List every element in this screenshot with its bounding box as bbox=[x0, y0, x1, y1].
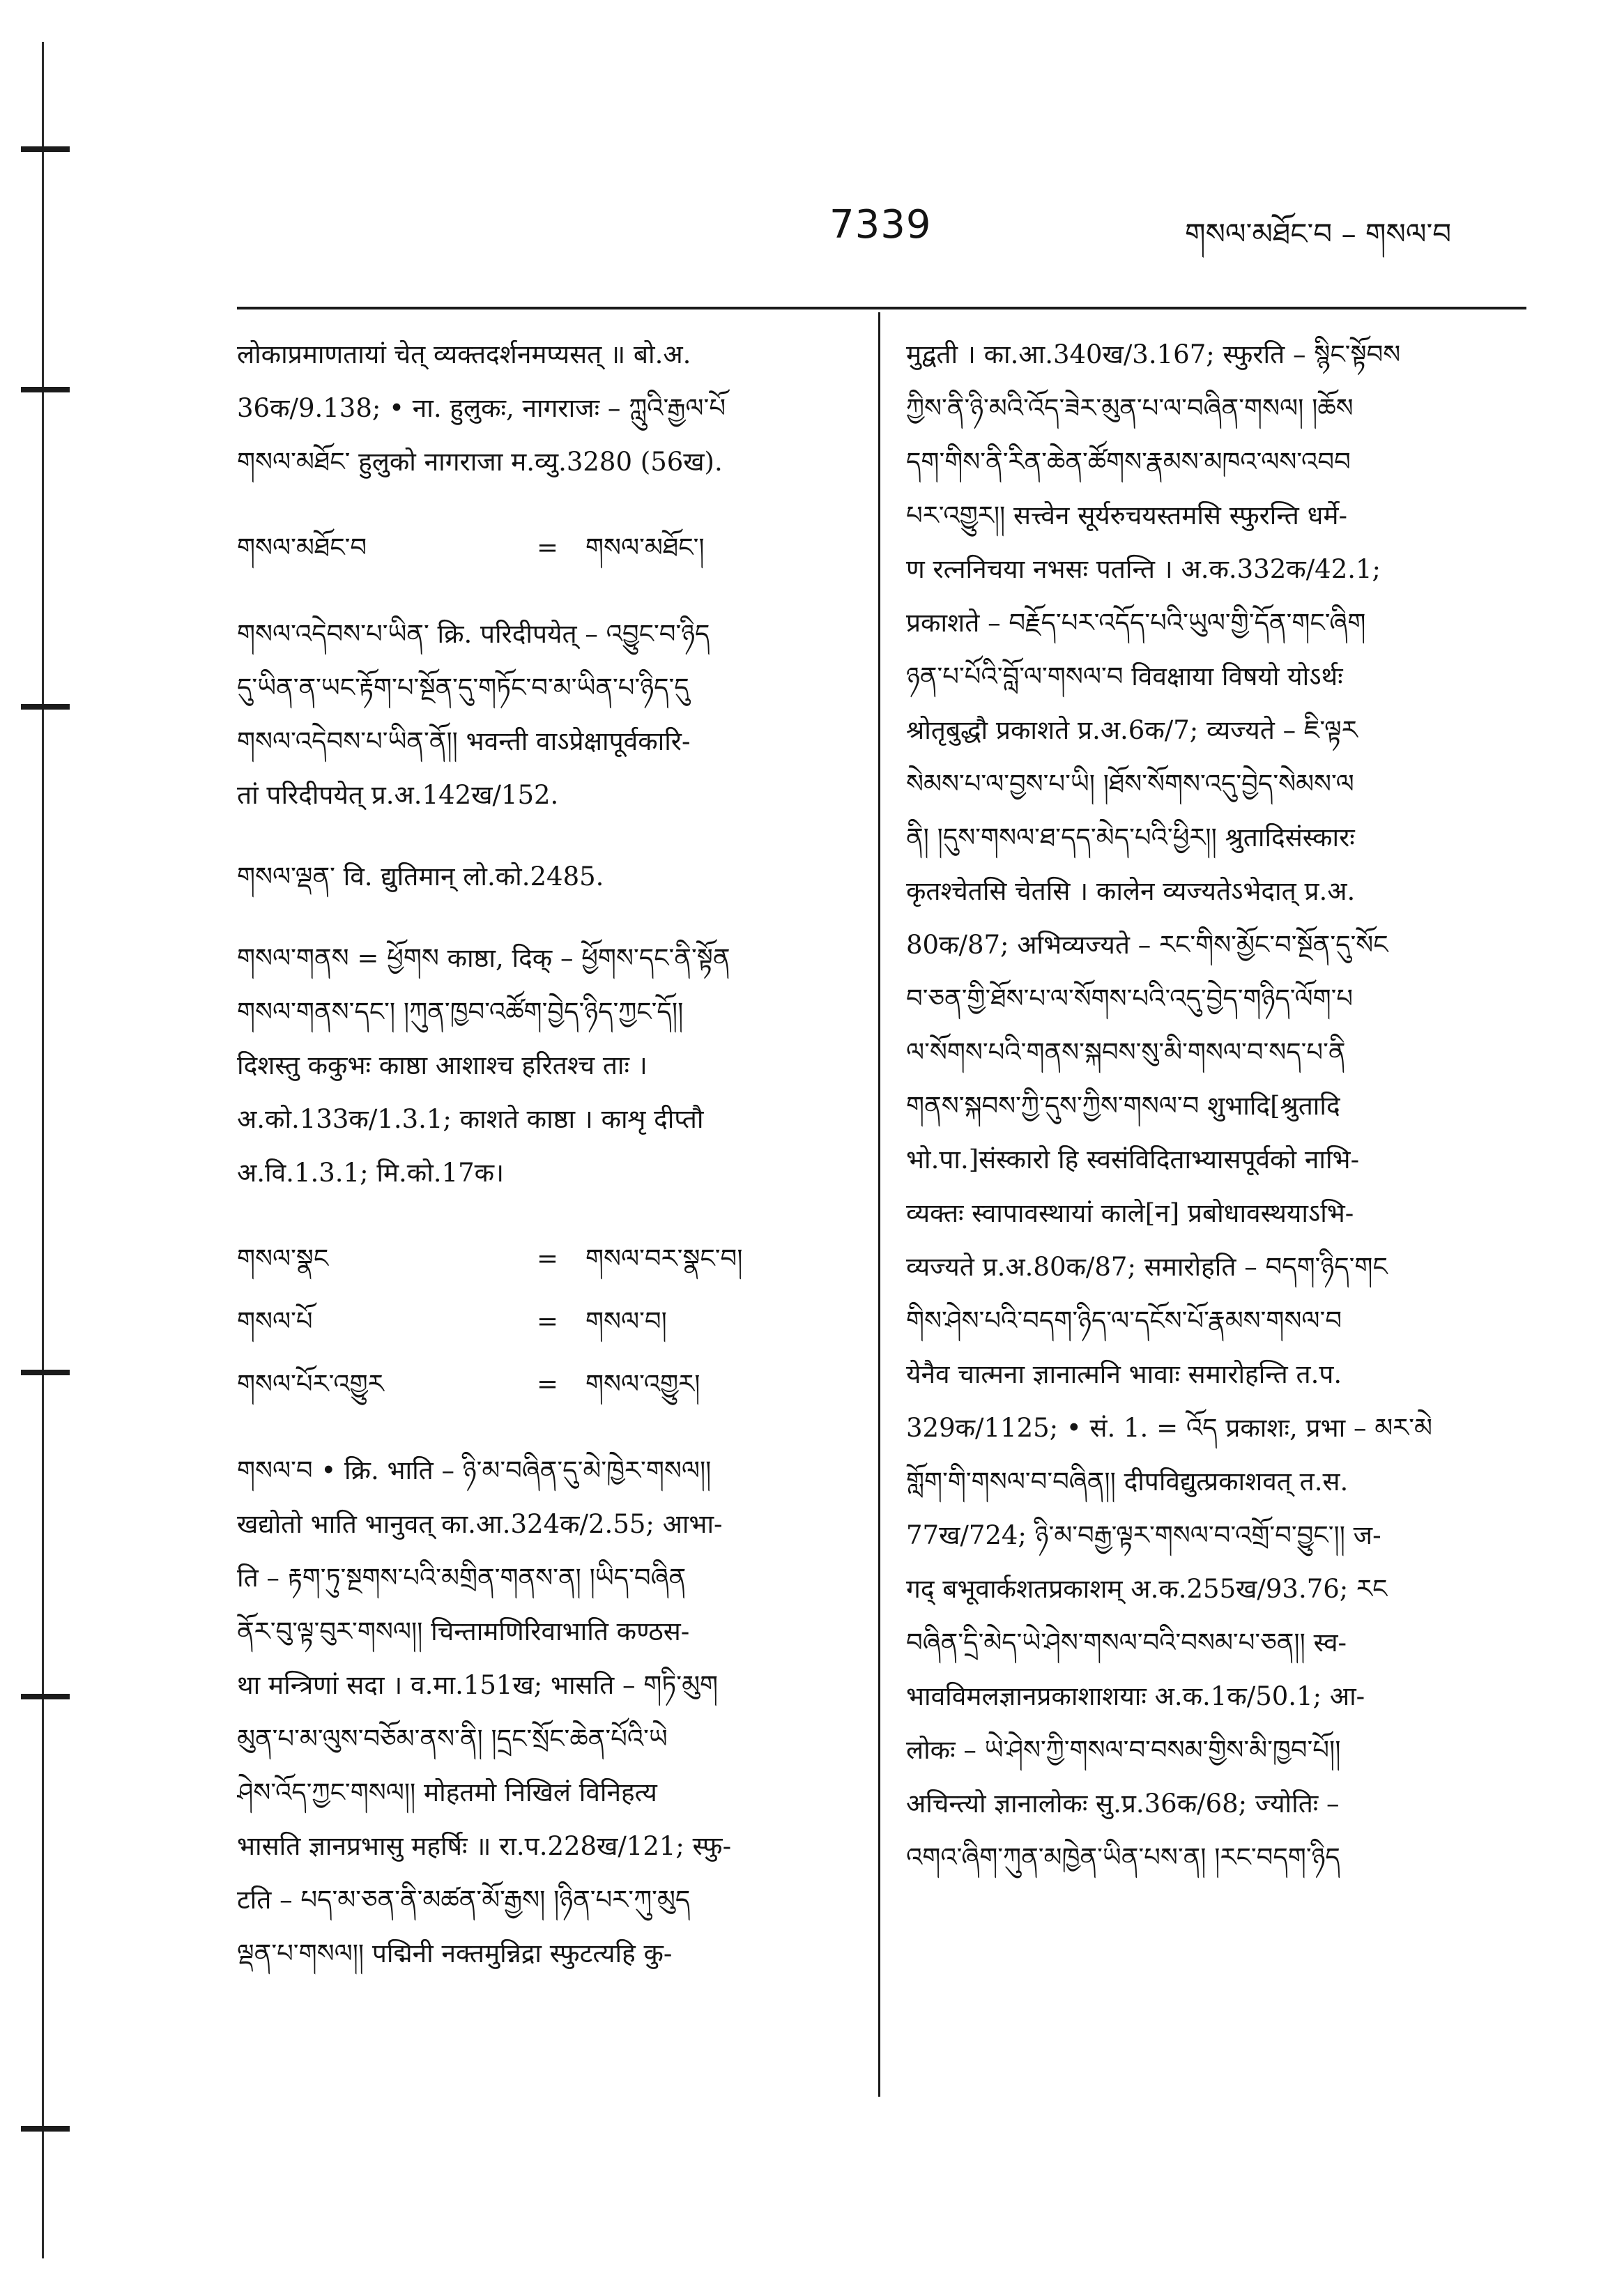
text-line: གློག་གི་གསལ་བ་བཞིན།། दीपविद्युत्प्रकाशवत् त.स. bbox=[906, 1467, 1349, 1497]
text-line: अचिन्त्यो ज्ञानालोकः सु.प्र.36क/68; ज्योतिः – bbox=[906, 1789, 1340, 1819]
binding-mark bbox=[21, 146, 70, 152]
entry-headword: གསལ་སྣང bbox=[237, 1244, 329, 1273]
running-head: གསལ་མཐོང་བ – གསལ་བ bbox=[1185, 217, 1452, 251]
text-line: भो.पा.]संस्कारो हि स्वसंविदिताभ्यासपूर्वको नाभि- bbox=[906, 1145, 1360, 1175]
binding-mark bbox=[21, 2126, 70, 2132]
text-line: था मन्त्रिणां सदा । व.मा.151ख; भासति – གཏི་མུག bbox=[237, 1670, 719, 1700]
cross-reference-entry bbox=[237, 1290, 864, 1353]
text-line: येनैव चात्मना ज्ञानात्मनि भावाः समारोहन्ति त.प. bbox=[906, 1359, 1342, 1389]
text-line: दिशस्तु ककुभः काष्ठा आशाश्च हरितश्च ताः । bbox=[237, 1050, 648, 1080]
equals-sign: = bbox=[537, 1306, 559, 1336]
text-line: གསལ་འདེབས་པ་ཡིན་ནོ།། भवन्ती वाऽप्रेक्षापूर्वकारि- bbox=[237, 726, 691, 756]
text-line: ཤེས་འོད་ཀྱང་གསལ།། मोहतमो निखिलं विनिहत्य bbox=[237, 1777, 657, 1807]
text-line: གསལ་མཐོང་ हुलुको नागराजा म.व्यु.3280 (56ख). bbox=[237, 447, 723, 477]
equals-sign: = bbox=[537, 1244, 559, 1273]
text-line: སེམས་པ་ལ་བྱས་པ་ཡི། །ཐོས་སོགས་འདུ་བྱེད་སེམས་ལ bbox=[906, 769, 1354, 799]
text-line: भासति ज्ञानप्रभासु महर्षिः ॥ रा.प.228ख/121; स्फु- bbox=[237, 1831, 732, 1861]
text-line: ལྡན་པ་གསལ།། पद्मिनी नक्तमुन्निद्रा स्फुटत्यहि कु- bbox=[237, 1938, 673, 1968]
equals-sign: = bbox=[537, 533, 559, 563]
text-line: लोकः – ཡེ་ཤེས་ཀྱི་གསལ་བ་བསམ་གྱིས་མི་ཁྱབ་པོ།། bbox=[906, 1735, 1341, 1765]
text-line: टति – པད་མ་ཅན་ནི་མཚན་མོ་རྒྱས། །ཉིན་པར་ཀུ་མུད bbox=[237, 1885, 691, 1915]
text-line: अ.वि.1.3.1; मि.को.17क। bbox=[237, 1158, 505, 1188]
text-line: ཉན་པ་པོའི་བློ་ལ་གསལ་བ विवक्षाया विषयो योऽर्थः bbox=[906, 661, 1343, 691]
entry-headword: གསལ་པོ bbox=[237, 1306, 313, 1336]
text-line: དུ་ཡིན་ན་ཡང་རྟོག་པ་སྔོན་དུ་གཏོང་བ་མ་ཡིན་པ་ཉིད་དུ bbox=[237, 673, 689, 703]
left-column bbox=[237, 328, 864, 1980]
text-line: 77ख/724; ཉི་མ་བརྒྱ་ལྟར་གསལ་བ་འགྲོ་བ་བྱུང་།། ज- bbox=[906, 1520, 1381, 1550]
binding-mark bbox=[21, 387, 70, 392]
text-line: ནི། །དུས་གསལ་ཐ་དད་མེད་པའི་ཕྱིར།། श्रुतादिसंस्कारः bbox=[906, 823, 1355, 852]
text-line: 80क/87; अभिव्यज्यते – རང་གིས་མྱོང་བ་སྔོན་དུ་སོང bbox=[906, 930, 1388, 960]
text-line: 36क/9.138; • ना. हुलुकः, नागराजः – ཀླུའི་རྒྱལ་པོ bbox=[237, 393, 726, 423]
column-divider bbox=[878, 312, 880, 2097]
text-line: བཞིན་དྲི་མེད་ཡེ་ཤེས་གསལ་བའི་བསམ་པ་ཅན།། स्व- bbox=[906, 1628, 1347, 1658]
text-line: कृतश्चेतसि चेतसि । कालेन व्यज्यतेऽभेदात् प्र.अ. bbox=[906, 876, 1356, 906]
binding-mark bbox=[21, 704, 70, 710]
text-line: प्रकाशते – བརྗོད་པར་འདོད་པའི་ཡུལ་གྱི་དོན་གང་ཞིག bbox=[906, 608, 1366, 638]
text-line: गद् बभूवार्कशतप्रकाशम् अ.क.255ख/93.76; རང bbox=[906, 1574, 1388, 1604]
text-line: གསལ་གནས = ཕྱོགས काष्ठा, दिक् – ཕྱོགས་དང་ནི་སྟོན bbox=[237, 943, 730, 973]
page-number: 7339 bbox=[829, 202, 932, 247]
binding-mark bbox=[21, 1370, 70, 1375]
text-line: གིས་ཤེས་པའི་བདག་ཉིད་ལ་དངོས་པོ་རྣམས་གསལ་བ bbox=[906, 1306, 1342, 1336]
binding-mark bbox=[21, 1694, 70, 1699]
cross-reference-target: གསལ་བར་སྣང་བ། bbox=[585, 1244, 743, 1273]
text-line: अ.को.133क/1.3.1; काशते काष्ठा । काशृ दीप्तौ bbox=[237, 1104, 704, 1134]
text-line: པར་འགྱུར།། सत्त्वेन सूर्यरुचयस्तमसि स्फुरन्ति धर्मे- bbox=[906, 500, 1347, 530]
cross-reference-target: གསལ་མཐོང་། bbox=[585, 533, 705, 563]
text-line: लोकाप्रमाणतायां चेत् व्यक्तदर्शनमप्यसत् ॥ बो.अ. bbox=[237, 339, 691, 369]
text-line: འགའ་ཞིག་ཀུན་མཁྱེན་ཡིན་པས་ན། །རང་བདག་ཉིད bbox=[906, 1842, 1340, 1872]
text-line: གསལ་གནས་དང་། །ཀུན་ཁྱབ་འཚོག་བྱེད་ཉིད་ཀྱང་དོ།། bbox=[237, 997, 684, 1027]
entry-headword: གསལ་མཐོང་བ bbox=[237, 533, 367, 563]
text-line: खद्योतो भाति भानुवत् का.आ.324क/2.55; आभा- bbox=[237, 1509, 723, 1539]
text-line: ཀྱིས་ནི་ཉི་མའི་འོད་ཟེར་མུན་པ་ལ་བཞིན་གསལ། །ཆོས bbox=[906, 393, 1354, 423]
text-line: 329क/1125; • सं. 1. = འོད प्रकाशः, प्रभा – མར་མེ bbox=[906, 1413, 1432, 1443]
entry-headword: གསལ་པོར་འགྱུར bbox=[237, 1369, 384, 1399]
text-line: व्यक्तः स्वापावस्थायां काले[न] प्रबोधावस्थयाऽभि- bbox=[906, 1198, 1354, 1228]
header-rule bbox=[237, 307, 1526, 309]
text-line: तां परिदीपयेत् प्र.अ.142ख/152. bbox=[237, 780, 559, 810]
cross-reference-entry bbox=[237, 517, 864, 579]
cross-reference-target: གསལ་བ། bbox=[585, 1306, 667, 1336]
text-line: གསལ་ལྡན་ वि. द्युतिमान् लो.को.2485. bbox=[237, 862, 604, 892]
binding-edge-line bbox=[42, 42, 44, 2258]
text-line: བ་ཅན་གྱི་ཐོས་པ་ལ་སོགས་པའི་འདུ་བྱེད་གཉིད་ལོག་པ bbox=[906, 984, 1354, 1014]
equals-sign: = bbox=[537, 1369, 559, 1399]
text-line: ལ་སོགས་པའི་གནས་སྐབས་སུ་མི་གསལ་བ་སད་པ་ནི bbox=[906, 1037, 1346, 1067]
text-line: ण रत्ननिचया नभसः पतन्ति । अ.क.332क/42.1; bbox=[906, 554, 1381, 584]
text-line: श्रोतृबुद्धौ प्रकाशते प्र.अ.6क/7; व्यज्यते – ཇི་ལྟར bbox=[906, 715, 1358, 745]
text-line: གནས་སྐབས་ཀྱི་དུས་ཀྱིས་གསལ་བ शुभादि[श्रुतादि bbox=[906, 1091, 1340, 1121]
cross-reference-target: གསལ་འགྱུར། bbox=[585, 1369, 700, 1399]
text-line: དག་གིས་ནི་རིན་ཆེན་ཚོགས་རྣམས་མཁའ་ལས་འབབ bbox=[906, 447, 1351, 477]
cross-reference-entry bbox=[237, 1353, 864, 1416]
text-line: भावविमलज्ञानप्रकाशाशयाः अ.क.1क/50.1; आ- bbox=[906, 1681, 1365, 1711]
text-line: གསལ་བ • क्रि. भाति – ཉི་མ་བཞིན་དུ་མེ་ཁྱེར་གསལ།། bbox=[237, 1455, 712, 1485]
cross-reference-entry bbox=[237, 1227, 864, 1290]
right-column bbox=[906, 328, 1533, 1884]
text-line: व्यज्यते प्र.अ.80क/87; समारोहति – བདག་ཉིད་གང bbox=[906, 1252, 1388, 1282]
text-line: ནོར་བུ་ལྟ་བུར་གསལ།། चिन्तामणिरिवाभाति कण्ठस- bbox=[237, 1616, 690, 1646]
text-line: མུན་པ་མ་ལུས་བཅོམ་ནས་ནི། །དྲང་སྲོང་ཆེན་པོའི་ཡེ bbox=[237, 1724, 668, 1754]
text-line: ति – རྟག་ཏུ་སྔགས་པའི་མགྲིན་གནས་ན། །ཡིད་བཞིན bbox=[237, 1563, 687, 1593]
text-line: मुद्वती । का.आ.340ख/3.167; स्फुरति – སྙིང་སྟོབས bbox=[906, 339, 1401, 369]
text-line: གསལ་འདེབས་པ་ཡིན་ क्रि. परिदीपयेत् – འབྱུང་བ་ཉིད bbox=[237, 619, 710, 649]
